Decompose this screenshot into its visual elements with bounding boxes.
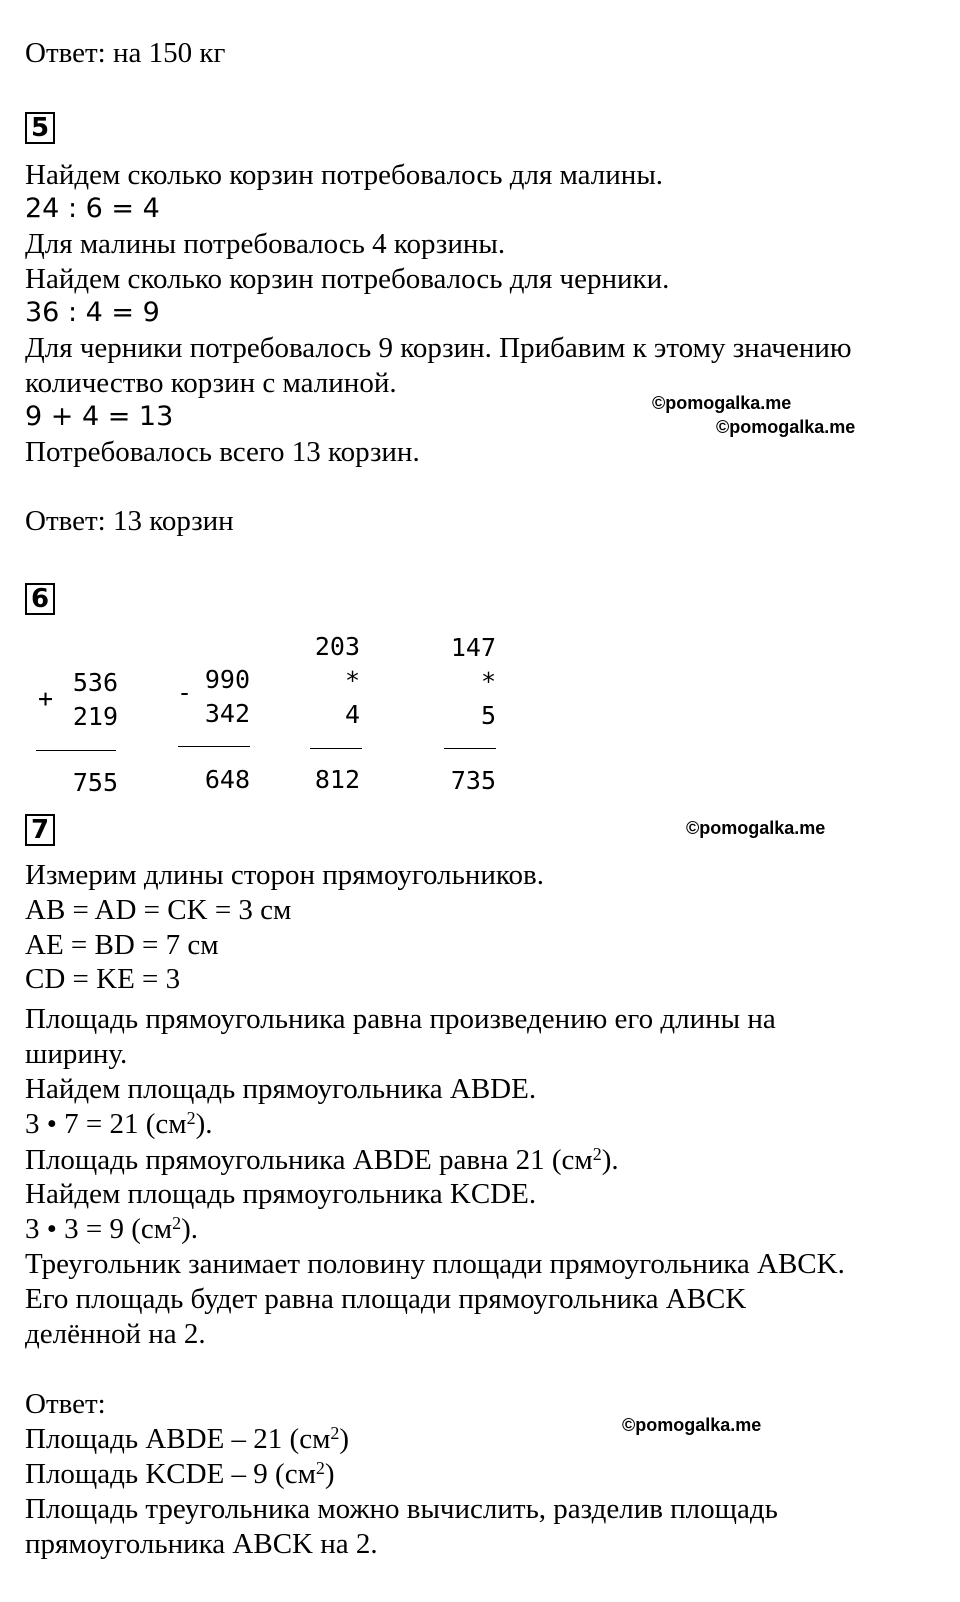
task7-line: Площадь прямоугольника равна произведению его длины на — [25, 1003, 776, 1035]
task7-answer-line: Площадь KCDE – 9 $(см^2)$ — [25, 1458, 335, 1490]
product-line — [310, 748, 362, 749]
task5-line: Потребовалось всего 13 корзин. — [25, 436, 420, 468]
op-sign-multiply: * — [344, 666, 360, 695]
task7-line: делённой на 2. — [25, 1318, 206, 1350]
task5-line: Для черники потребовалось 9 корзин. Прибавим к этому значению — [25, 332, 852, 364]
op-sign-minus: - — [177, 678, 193, 707]
operand-b: 219 — [72, 702, 118, 731]
task7-line: Измерим длины сторон прямоугольников. — [25, 859, 544, 891]
op-sign-multiply: * — [480, 667, 496, 696]
op-sign-plus: + — [38, 684, 54, 713]
watermark: ©pomogalka.me — [716, 417, 856, 437]
task5-answer: Ответ: 13 корзин — [25, 505, 234, 537]
task5-equation: 24 : 6 = 4 — [25, 193, 160, 224]
operand-b: 5 — [480, 701, 496, 730]
task-number-7: 7 — [25, 814, 55, 846]
task5-line: Найдем сколько корзин потребовалось для малины. — [25, 159, 664, 191]
task7-area-line: 3 • 3 = 9 $(см^2)$. — [25, 1213, 199, 1245]
operand-b: 342 — [204, 699, 250, 728]
task7-line: Его площадь будет равна площади прямоугольника ABCK — [25, 1283, 747, 1315]
result: 812 — [314, 765, 360, 794]
task7-answer-line: Площадь треугольника можно вычислить, разделив площадь — [25, 1493, 778, 1525]
operand-a: 147 — [450, 633, 496, 662]
task-number-6: 6 — [25, 583, 55, 615]
task7-line: AE = BD = 7 см — [25, 929, 219, 961]
operand-a: 990 — [204, 665, 250, 694]
task7-line: CD = KE = 3 — [25, 963, 181, 995]
sum-line — [36, 750, 116, 751]
operand-a: 203 — [314, 632, 360, 661]
top-answer: Ответ: на 150 кг — [25, 37, 226, 69]
task5-equation: 36 : 4 = 9 — [25, 297, 160, 328]
task7-answer-title: Ответ: — [25, 1388, 106, 1420]
result: 755 — [72, 768, 118, 797]
result: 648 — [204, 765, 250, 794]
task7-answer-line: Площадь ABDE – 21 $(см^2)$ — [25, 1423, 350, 1455]
task7-line: Треугольник занимает половину площади прямоугольника ABCK. — [25, 1248, 845, 1280]
difference-line — [178, 746, 250, 747]
operand-b: 4 — [344, 700, 360, 729]
operand-a: 536 — [72, 668, 118, 697]
task5-line: Для малины потребовалось 4 корзины. — [25, 228, 506, 260]
task7-answer-line: прямоугольника ABCK на 2. — [25, 1528, 378, 1560]
task7-area-line: 3 • 7 = 21 $(см^2)$. — [25, 1108, 213, 1140]
task7-line: Найдем площадь прямоугольника KCDE. — [25, 1178, 537, 1210]
task7-line: AB = AD = CK = 3 см — [25, 894, 292, 926]
result: 735 — [450, 766, 496, 795]
watermark: ©pomogalka.me — [686, 818, 826, 838]
task-number-5: 5 — [25, 112, 55, 144]
task5-line: Найдем сколько корзин потребовалось для черники. — [25, 263, 670, 295]
task7-area-line: Площадь прямоугольника ABDE равна 21 $(см^2)$. — [25, 1144, 619, 1176]
task5-line: количество корзин с малиной. — [25, 367, 397, 399]
watermark: ©pomogalka.me — [622, 1415, 762, 1435]
task7-line: Найдем площадь прямоугольника ABDE. — [25, 1073, 537, 1105]
task5-equation: 9 + 4 = 13 — [25, 401, 174, 432]
product-line — [444, 748, 496, 749]
task7-line: ширину. — [25, 1038, 128, 1070]
watermark: ©pomogalka.me — [652, 393, 792, 413]
